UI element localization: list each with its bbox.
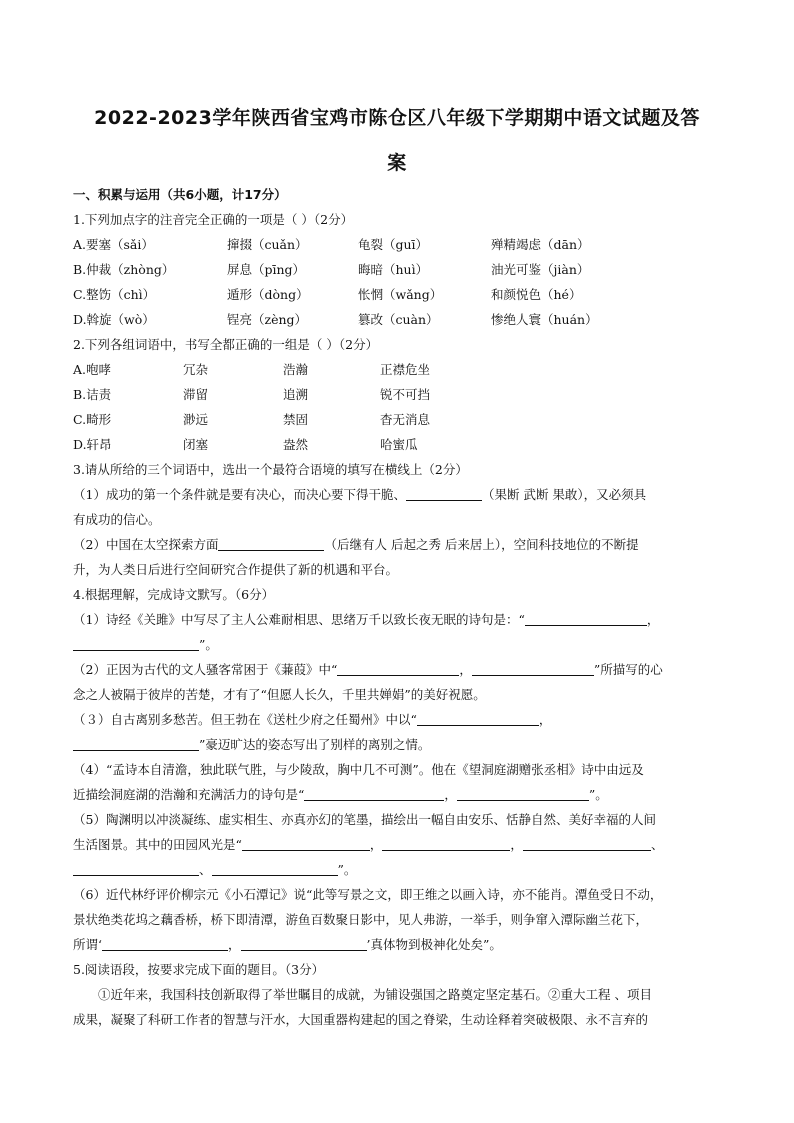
option-cell: 屏息（pīng） <box>227 262 306 277</box>
option-cell: 遁形（dòng） <box>227 287 309 302</box>
question-4-item-6-cont: 景状绝类花坞之藕香桥，桥下即清潭，游鱼百数聚日影中，见人弗游，一举手，则争窜入潭际幽兰花下， <box>73 912 649 927</box>
question-4-item-2 <box>73 660 663 678</box>
answer-blank[interactable] <box>525 612 647 626</box>
document-title-line1: 2022-2023学年陕西省宝鸡市陈仓区八年级下学期期中语文试题及答 <box>94 107 700 129</box>
option-cell: 杳无消息 <box>380 412 431 427</box>
option-cell: 浩瀚 <box>283 362 309 377</box>
option-cell: 渺远 <box>183 412 209 427</box>
option-cell: 锐不可挡 <box>380 387 431 402</box>
question-4-item-4: （4）“孟诗本自清澹，独此联气胜，与少陵敌，胸中几不可测”。他在《望洞庭湖赠张丞相》诗中由远及 <box>73 762 644 777</box>
question-4-item-5-cont2 <box>73 860 356 878</box>
text: ， <box>510 837 523 852</box>
text: ”豪迈旷达的姿态写出了别样的离别之情。 <box>199 737 431 752</box>
option-cell: 晦暗（huì） <box>358 262 429 277</box>
text: 、 <box>650 837 664 852</box>
option-cell: 追溯 <box>283 387 309 402</box>
text: ， <box>459 662 472 677</box>
option-cell: 和颜悦色（hé） <box>491 287 582 302</box>
answer-blank[interactable] <box>457 787 589 801</box>
answer-blank[interactable] <box>73 637 199 651</box>
text: ， <box>538 712 552 727</box>
option-cell: 哈蜜瓜 <box>380 437 418 452</box>
text: （1）诗经《关雎》中写尽了主人公难耐相思、思绪万千以致长夜无眠的诗句是：“ <box>73 612 525 627</box>
option-cell: B.仲裁（zhòng） <box>73 262 175 277</box>
option-cell: 禁固 <box>283 412 309 427</box>
option-cell: D.斡旋（wò） <box>73 312 155 327</box>
option-cell: A.要塞（sǎi） <box>73 237 154 252</box>
option-cell: C.畸形 <box>73 412 112 427</box>
option-cell: B.诘责 <box>73 387 112 402</box>
text: （2）正因为古代的文人骚客常困于《蒹葭》中“ <box>73 662 338 677</box>
question-5-stem: 5.阅读语段，按要求完成下面的题目。（3分） <box>73 962 325 977</box>
answer-blank[interactable] <box>102 937 228 951</box>
option-cell: 篡改（cuàn） <box>358 312 439 327</box>
question-3-item-1-cont: 有成功的信心。 <box>73 512 161 527</box>
question-1-stem: 1.下列加点字的注音完全正确的一项是（ ）（2分） <box>73 212 354 227</box>
option-cell: 殚精竭虑（dān） <box>491 237 590 252</box>
text: 生活图景。其中的田园风光是“ <box>73 837 242 852</box>
answer-blank[interactable] <box>218 537 324 551</box>
answer-blank[interactable] <box>472 662 594 676</box>
answer-blank[interactable] <box>73 737 199 751</box>
question-3-item-2-cont: 升，为人类日后进行空间研究合作提供了新的机遇和平台。 <box>73 562 399 577</box>
question-4-item-3-cont <box>73 735 430 753</box>
answer-blank[interactable] <box>417 712 539 726</box>
question-5-passage-line-2: 成果，凝聚了科研工作者的智慧与汗水，大国重器构建起的国之脊梁，生动诠释着突破极限、永不言弃的 <box>73 1012 649 1027</box>
answer-blank[interactable] <box>73 862 199 876</box>
text: ’真体物到极神化处矣”。 <box>366 937 502 952</box>
question-4-stem: 4.根据理解，完成诗文默写。（6分） <box>73 587 275 602</box>
question-4-item-5: （5）陶渊明以冲淡凝练、虚实相生、亦真亦幻的笔墨，描绘出一幅自由安乐、恬静自然、美好幸福的人间 <box>73 812 656 827</box>
text: （后继有人 后起之秀 后来居上），空间科技地位的不断提 <box>324 537 639 552</box>
section-heading: 一、积累与运用（共6小题，计17分） <box>73 187 287 202</box>
answer-blank[interactable] <box>242 837 370 851</box>
text: （３）自古离别多愁苦。但王勃在《送杜少府之任蜀州》中以“ <box>73 712 417 727</box>
text: 近描绘洞庭湖的浩瀚和充满活力的诗句是“ <box>73 787 305 802</box>
question-2-stem: 2.下列各组词语中，书写全都正确的一组是（ ）（2分） <box>73 337 379 352</box>
answer-blank[interactable] <box>241 937 367 951</box>
option-cell: 正襟危坐 <box>380 362 431 377</box>
question-4-item-6: （6）近代林纾评价柳宗元《小石潭记》说“此等写景之文，即王维之以画入诗，亦不能肖。潭鱼受日不动， <box>73 887 663 902</box>
option-cell: 冗杂 <box>183 362 209 377</box>
text: 、 <box>199 862 212 877</box>
option-cell: 撺掇（cuǎn） <box>227 237 308 252</box>
question-3-item-1 <box>73 485 646 503</box>
question-4-item-1 <box>73 610 659 628</box>
answer-blank[interactable] <box>406 487 482 501</box>
question-4-item-2-cont: 念之人被隔于彼岸的苦楚，才有了“但愿人长久，千里共婵娟”的美好祝愿。 <box>73 687 486 702</box>
option-cell: 龟裂（guī） <box>358 237 429 252</box>
question-5-passage-line-1: ①近年来，我国科技创新取得了举世瞩目的成就，为铺设强国之路奠定坚定基石。②重大工程 、项目 <box>73 987 652 1002</box>
option-cell: 盎然 <box>283 437 309 452</box>
answer-blank[interactable] <box>212 862 338 876</box>
text: （果断 武断 果敢），又必须具 <box>481 487 647 502</box>
text: ， <box>227 937 241 952</box>
text: 所谓‘ <box>73 937 102 952</box>
question-3-item-2 <box>73 535 639 553</box>
question-4-item-4-cont <box>73 785 608 803</box>
option-cell: 油光可鉴（jiàn） <box>491 262 590 277</box>
text: ， <box>444 787 457 802</box>
option-cell: 锃亮（zèng） <box>227 312 308 327</box>
answer-blank[interactable] <box>382 837 510 851</box>
option-cell: D.轩昂 <box>73 437 112 452</box>
text: （1）成功的第一个条件就是要有决心，而决心要下得干脆、 <box>73 487 406 502</box>
answer-blank[interactable] <box>523 837 651 851</box>
question-3-stem: 3.请从所给的三个词语中，选出一个最符合语境的填写在横线上（2分） <box>73 462 468 477</box>
question-4-item-1-cont <box>73 635 218 653</box>
text: ”所描写的心 <box>593 662 663 677</box>
answer-blank[interactable] <box>337 662 459 676</box>
text: （2）中国在太空探索方面 <box>73 537 219 552</box>
text: ”。 <box>588 787 608 802</box>
document-title-line2: 案 <box>387 152 407 174</box>
question-4-item-6-cont2 <box>73 935 502 953</box>
text: ， <box>369 837 383 852</box>
option-cell: 滞留 <box>183 387 209 402</box>
option-cell: 怅惘（wǎng） <box>358 287 443 302</box>
answer-blank[interactable] <box>304 787 444 801</box>
text: ”。 <box>199 637 218 652</box>
option-cell: 闭塞 <box>183 437 209 452</box>
question-4-item-3 <box>73 710 551 728</box>
question-4-item-5-cont <box>73 835 663 853</box>
option-cell: C.整饬（chì） <box>73 287 156 302</box>
option-cell: 惨绝人寰（huán） <box>491 312 598 327</box>
text: ”。 <box>337 862 357 877</box>
option-cell: A.咆哮 <box>73 362 112 377</box>
text: ， <box>646 612 660 627</box>
